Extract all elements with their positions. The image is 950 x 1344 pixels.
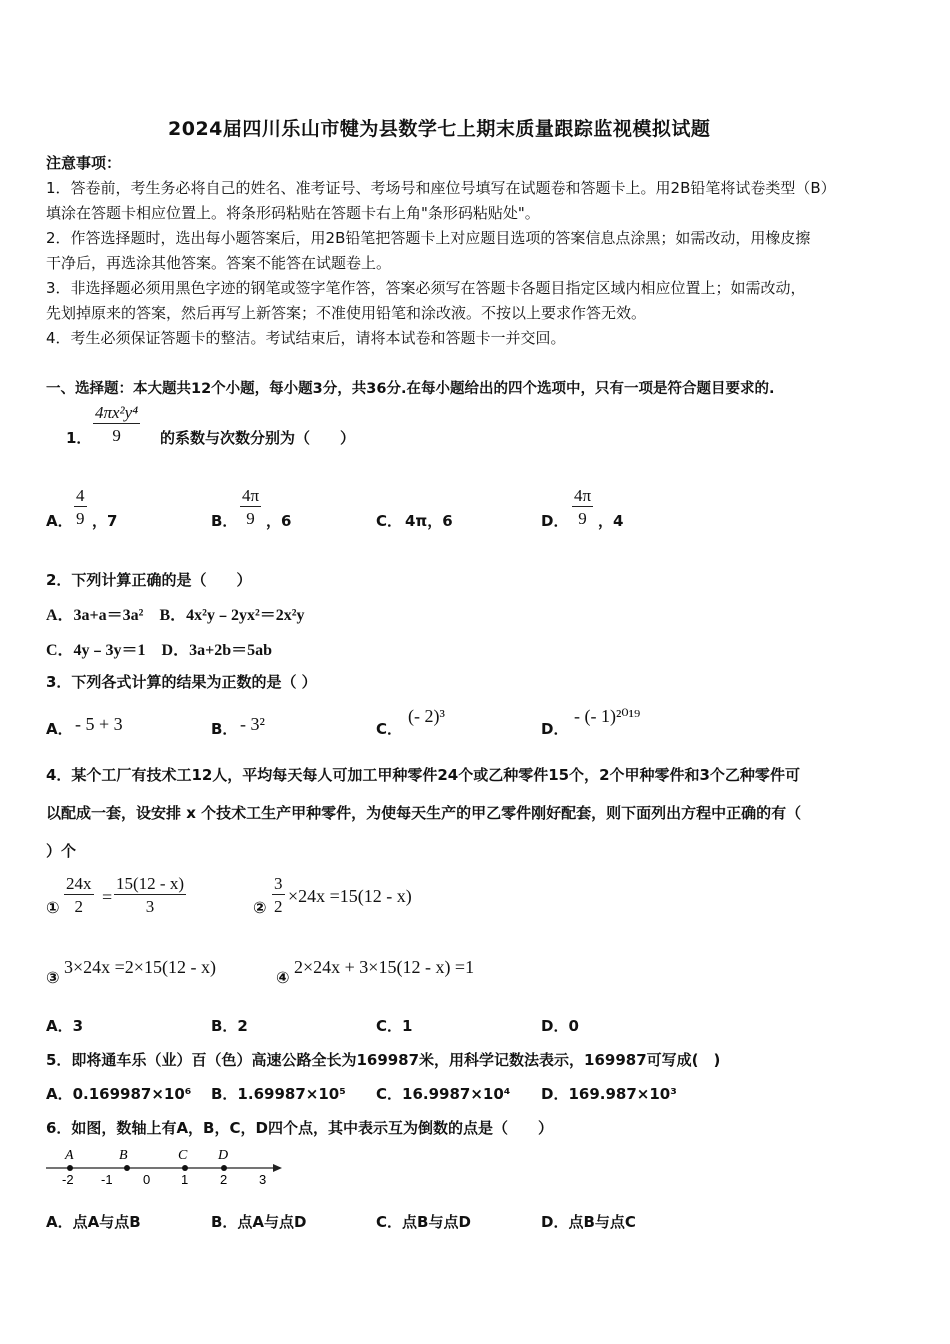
option-a-expr: - 5 + 3 bbox=[75, 714, 123, 734]
fraction-numerator: 4 bbox=[76, 486, 85, 505]
fraction-numerator: 24x bbox=[66, 874, 92, 893]
question-number: 1． bbox=[66, 429, 92, 447]
equation-marker: ② bbox=[253, 898, 267, 917]
number-line-figure bbox=[40, 1143, 290, 1188]
tick-label: 2 bbox=[220, 1172, 228, 1187]
fraction-denominator: 2 bbox=[272, 894, 285, 917]
option-a: A．点A与点B bbox=[46, 1213, 141, 1231]
option-c: C．点B与点D bbox=[376, 1213, 471, 1231]
question-text: 以配成一套，设安排 x 个技术工生产甲种零件，为使每天生产的甲乙零件刚好配套，则下面列出方程中正确的有（ bbox=[46, 804, 802, 822]
tick-label: -2 bbox=[62, 1172, 74, 1187]
point-label-a: A bbox=[65, 1148, 74, 1163]
point-b-dot bbox=[124, 1165, 130, 1171]
option-a: A． bbox=[46, 720, 73, 738]
tick-label: 0 bbox=[143, 1172, 151, 1187]
notice-line: 先划掉原来的答案，然后再写上新答案；不准使用铅笔和涂改液。不按以上要求作答无效。 bbox=[46, 304, 647, 322]
option-a-fraction bbox=[74, 486, 87, 529]
notice-line: 填涂在答题卡相应位置上。将条形码粘贴在答题卡右上角"条形码粘贴处"。 bbox=[46, 204, 540, 222]
question-text: 的系数与次数分别为（ ） bbox=[160, 429, 356, 447]
option-c: C．16.9987×10⁴ bbox=[376, 1085, 511, 1103]
point-label-b: B bbox=[119, 1148, 128, 1163]
option-c: C． bbox=[376, 720, 403, 738]
equals-sign: = bbox=[102, 887, 113, 907]
option-b: B． bbox=[211, 512, 238, 530]
fraction-denominator: 9 bbox=[74, 506, 87, 529]
option-c-text: 4π，6 bbox=[405, 512, 453, 530]
option-d: D． bbox=[541, 512, 569, 530]
eq2-fraction bbox=[272, 874, 285, 917]
notice-heading: 注意事项： bbox=[46, 154, 122, 172]
notice-line: 2．作答选择题时，选出每小题答案后，用2B铅笔把答题卡上对应题目选项的答案信息点涂黑；如需改动，用橡皮擦 bbox=[46, 229, 811, 247]
option-a: A． bbox=[46, 512, 73, 530]
section-heading: 一、选择题：本大题共12个小题，每小题3分，共36分.在每小题给出的四个选项中，只有一项是符合题目要求的. bbox=[46, 381, 775, 397]
fraction-numerator: 4π bbox=[242, 486, 260, 505]
question-text: ）个 bbox=[46, 842, 77, 860]
question-text: 4．某个工厂有技术工12人，平均每天每人可加工甲种零件24个或乙种零件15个，2个甲种零件和3个乙种零件可 bbox=[46, 766, 800, 784]
notice-line: 干净后，再选涂其他答案。答案不能答在试题卷上。 bbox=[46, 254, 392, 272]
option-b: B．2 bbox=[211, 1017, 248, 1035]
fraction-denominator: 2 bbox=[64, 894, 94, 917]
tick-label: 3 bbox=[259, 1172, 267, 1187]
option-c: C．1 bbox=[376, 1017, 413, 1035]
point-a-dot bbox=[67, 1165, 73, 1171]
option-b-rest: ，6 bbox=[266, 512, 292, 530]
option-d-fraction bbox=[572, 486, 593, 529]
number-line-arrow bbox=[273, 1164, 282, 1172]
option-a-rest: ，7 bbox=[92, 512, 118, 530]
point-label-c: C bbox=[178, 1148, 188, 1163]
notice-line: 4．考生必须保证答题卡的整洁。考试结束后，请将本试卷和答题卡一并交回。 bbox=[46, 329, 566, 347]
option-c-expr: (- 2)³ bbox=[408, 706, 445, 726]
equation-marker: ① bbox=[46, 898, 60, 917]
option-d: D．点B与点C bbox=[541, 1213, 636, 1231]
question-text: 5．即将通车乐（业）百（色）高速公路全长为169987米，用科学记数法表示，169987可写成( ) bbox=[46, 1051, 721, 1069]
question-text: 2．下列计算正确的是（ ） bbox=[46, 571, 252, 589]
option-d: D． bbox=[541, 720, 569, 738]
option-d: D．169.987×10³ bbox=[541, 1085, 677, 1103]
equation-marker: ③ bbox=[46, 968, 60, 987]
option-b: B． bbox=[211, 720, 238, 738]
option-a: A．3 bbox=[46, 1017, 84, 1035]
fraction-denominator: 9 bbox=[93, 423, 140, 446]
q2-options-line: A．3a+a＝3a² B．4x²y﹣2yx²＝2x²y bbox=[46, 607, 305, 624]
question-text: 6．如图，数轴上有A，B，C，D四个点，其中表示互为倒数的点是（ ） bbox=[46, 1119, 553, 1137]
fraction-denominator: 3 bbox=[114, 894, 186, 917]
point-d-dot bbox=[221, 1165, 227, 1171]
equation-marker: ④ bbox=[276, 968, 290, 987]
fraction-denominator: 9 bbox=[572, 506, 593, 529]
point-c-dot bbox=[182, 1165, 188, 1171]
eq1-right-fraction bbox=[114, 874, 186, 917]
q1-fraction bbox=[93, 403, 140, 446]
notice-line: 1．答卷前，考生务必将自己的姓名、准考证号、考场号和座位号填写在试题卷和答题卡上。用2B铅笔将试卷类型（B） bbox=[46, 179, 836, 197]
option-a: A．0.169987×10⁶ bbox=[46, 1085, 192, 1103]
option-b-fraction bbox=[240, 486, 261, 529]
option-d: D．0 bbox=[541, 1017, 579, 1035]
option-b-expr: - 3² bbox=[240, 714, 265, 734]
option-b: B．1.69987×10⁵ bbox=[211, 1085, 346, 1103]
option-d-expr: - (- 1)²⁰¹⁹ bbox=[574, 706, 641, 726]
fraction-numerator: 4πx²y⁴ bbox=[95, 403, 139, 422]
fraction-denominator: 9 bbox=[240, 506, 261, 529]
eq1-left-fraction bbox=[64, 874, 94, 917]
page-title: 2024届四川乐山市犍为县数学七上期末质量跟踪监视模拟试题 bbox=[168, 118, 711, 140]
fraction-numerator: 4π bbox=[574, 486, 592, 505]
option-c: C． bbox=[376, 512, 403, 530]
tick-label: 1 bbox=[181, 1172, 189, 1187]
fraction-numerator: 15(12 - x) bbox=[116, 874, 184, 893]
option-b: B．点A与点D bbox=[211, 1213, 307, 1231]
eq3-expr: 3×24x =2×15(12 - x) bbox=[64, 957, 216, 977]
eq4-expr: 2×24x + 3×15(12 - x) =1 bbox=[294, 957, 475, 977]
point-label-d: D bbox=[218, 1148, 229, 1163]
notice-line: 3．非选择题必须用黑色字迹的钢笔或签字笔作答，答案必须写在答题卡各题目指定区域内相应位置上；如需改动， bbox=[46, 279, 806, 297]
question-text: 3．下列各式计算的结果为正数的是（ ） bbox=[46, 673, 317, 691]
eq2-rest: ×24x =15(12 - x) bbox=[288, 886, 412, 906]
q2-options-line: C．4y﹣3y＝1 D．3a+2b＝5ab bbox=[46, 642, 273, 659]
option-d-rest: ，4 bbox=[598, 512, 624, 530]
fraction-numerator: 3 bbox=[274, 874, 283, 893]
tick-label: -1 bbox=[101, 1172, 113, 1187]
